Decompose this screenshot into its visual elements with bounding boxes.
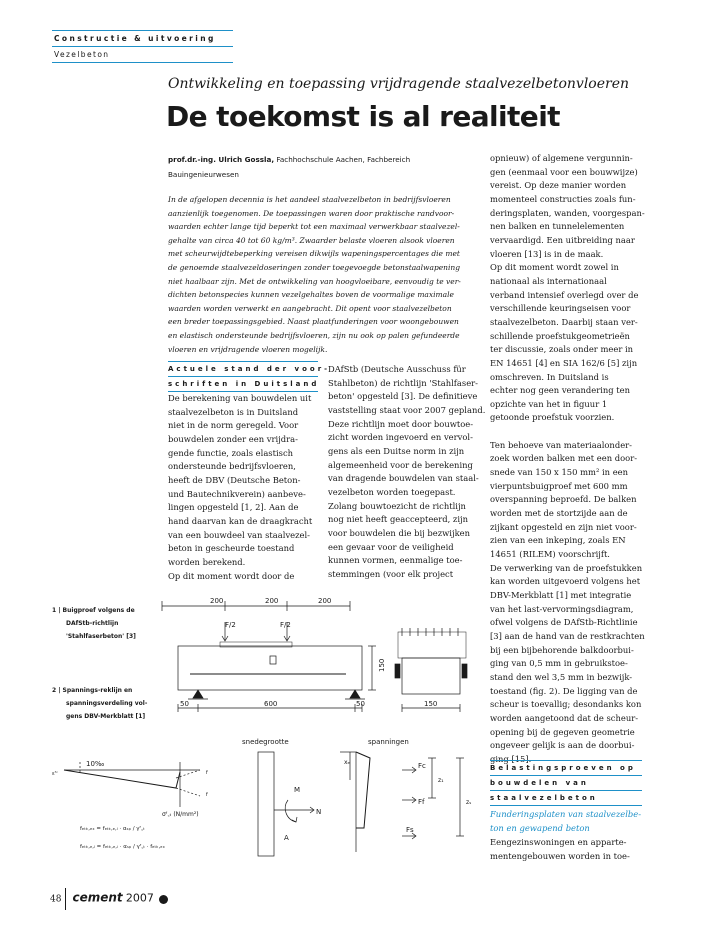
- lead-line: de genoemde staalvezeldoseringen zonder toegevoegde betonstaalwapening: [168, 262, 461, 272]
- text-line: toestand (fig. 2). De ligging van de: [490, 685, 638, 696]
- text-line: opening bij de gegeven geometrie: [490, 726, 635, 737]
- text-line: heeft de DBV (Deutsche Beton-: [168, 474, 301, 485]
- cross-section-frame: [398, 632, 466, 658]
- text-line: gen (eenmaal voor een bouwwijze): [490, 166, 638, 177]
- formula: fₑₜₖ,ₑ,ₗ = fₑₜₖ,ₑ,ᵢ · αₛₚ / γᶠ꜀ₜ · fₑₜₖ,ₑₓ: [80, 844, 165, 850]
- heading-line: Actuele stand der voor-: [168, 362, 318, 377]
- section-heading-regulations: [168, 361, 331, 392]
- text-line: van het last-vervormingsdiagram,: [490, 603, 634, 614]
- text-line: snede van 150 x 150 mm² in een: [490, 467, 629, 478]
- text-line: [3] aan de hand van de restkrachten: [490, 630, 645, 641]
- caption-line: spanningsverdeling vol-: [66, 700, 148, 707]
- text-line: hand daarvan kan de draagkracht: [168, 515, 313, 526]
- text-line: De verwerking van de proefstukken: [490, 562, 643, 573]
- text-line: zien van een inkeping, zoals EN: [490, 535, 626, 546]
- text-line: verband intensief overlegd over de: [490, 289, 639, 300]
- text-line: stand den wel 3,5 mm in bezwijk-: [490, 671, 633, 682]
- text-line: EN 14651 [4] en SIA 162/6 [5] zijn: [490, 357, 638, 368]
- height-dimension-label: 150: [378, 658, 386, 672]
- body-continued: [490, 836, 642, 863]
- normal-force-label: N: [316, 808, 322, 816]
- text-line: kan worden uitgevoerd volgens het: [490, 576, 641, 587]
- author-name: prof.dr.-ing. Ulrich Gossla,: [168, 155, 275, 164]
- text-line: ging van 0,5 mm in gebruikstoe-: [490, 658, 628, 669]
- support: [193, 690, 203, 698]
- text-line: opzichte van het in figuur 1: [490, 398, 608, 409]
- text-line: van een bouwdeel van staalvezel-: [168, 529, 311, 540]
- height-label: xₑ: [344, 759, 351, 766]
- moment-label: M: [294, 786, 301, 794]
- text-line: ging [15].: [490, 753, 532, 764]
- lead-line: aanzienlijk toegenomen. De toepassingen waren door praktische randvoor-: [168, 208, 455, 218]
- dimension-label: 200: [265, 597, 279, 605]
- lead-line: met scheurwijdtebeperking vereisen dikwijls wapeningspercentages die met: [168, 249, 460, 259]
- load-label: F/2: [280, 621, 291, 629]
- text-line: overspanning beproefd. De balken: [490, 494, 637, 505]
- text-line: van dragende bouwdelen van staal-: [328, 473, 479, 484]
- text-line: schillende proefstukgeometrieën: [490, 330, 630, 341]
- text-line: niet in de norm geregeld. Voor: [168, 420, 299, 431]
- fctk-label: f: [206, 792, 208, 798]
- force-label: Fs: [406, 826, 414, 834]
- area-label: A: [284, 834, 289, 842]
- text-line: zoek worden balken met een door-: [490, 453, 638, 464]
- text-line: bij een bijbehorende balkdoorbui-: [490, 644, 634, 655]
- dimension-label: 200: [318, 597, 332, 605]
- subsection-label: Vezelbeton: [54, 50, 110, 59]
- divider: [65, 888, 66, 910]
- height-label: zₛ: [466, 799, 472, 806]
- caption-line: 2 | Spannings-reklijn en: [52, 687, 133, 694]
- text-line: gens als een Duitse norm in zijn: [328, 445, 465, 456]
- text-line: voor bouwdelen die bij bezwijken: [328, 527, 471, 538]
- text-line: nationaal als internationaal: [490, 275, 607, 286]
- page-number: 48: [50, 894, 62, 905]
- caption-line: 1 | Buigproef volgens de: [52, 607, 135, 614]
- text-line: een gevaar voor de veiligheid: [328, 541, 454, 552]
- text-line: gende functie, zoals elastisch: [168, 447, 294, 458]
- text-line: echter nog geen verandering ten: [490, 385, 631, 396]
- load-label: F/2: [225, 621, 236, 629]
- text-line: ongeveer gelijk is aan de doorbui-: [490, 740, 635, 751]
- dimension-label: 50: [356, 700, 365, 708]
- text-line: mentengebouwen worden in toe-: [490, 850, 630, 861]
- heading-line: Belastingsproeven op: [490, 761, 642, 776]
- moment-arc: [285, 800, 296, 822]
- author-byline: [168, 152, 468, 182]
- text-line: algemeenheid voor de berekening: [328, 459, 473, 470]
- text-line: Eengezinswoningen en apparte-: [490, 837, 627, 847]
- section-heading-load-tests: [490, 760, 642, 806]
- page-footer: [50, 888, 168, 910]
- text-line: vezelbeton worden toegepast.: [328, 486, 456, 497]
- heading-line: staalvezelbeton: [490, 791, 642, 806]
- text-line: stemmingen (voor elk project: [328, 568, 454, 579]
- body-column-1: [168, 392, 318, 583]
- lead-line: waarden worden verwerkt en aangebracht. Dit opent voor staalvezelbeton: [168, 303, 452, 313]
- section-sketch: [258, 752, 274, 856]
- text-line: Ten behoeve van materiaalonder-: [490, 439, 632, 450]
- height-label: z₁: [438, 777, 444, 784]
- stress-axis-label: σᶠ꜀ₜ (N/mm²): [162, 811, 199, 818]
- text-line: zicht worden ingevoerd en vervol-: [328, 432, 473, 443]
- heading-line: bouwdelen van: [490, 776, 642, 791]
- lead-line: niet haalbaar zijn. Met de ontwikkeling van hoogvloeibare, eenvoudig te ver-: [168, 276, 461, 286]
- subheading-line: ton en gewapend beton: [490, 822, 590, 833]
- logo-icon: [159, 895, 168, 904]
- author-affiliation: Fachhochschule Aachen, Fachbereich: [276, 155, 411, 164]
- section-label: Constructie & uitvoering: [54, 34, 216, 43]
- dimension-label: 600: [264, 700, 278, 708]
- text-line: momenteel constructies zoals fun-: [490, 193, 636, 204]
- text-line: Op dit moment wordt zowel in: [490, 262, 619, 273]
- lead-line: dichten betonspecies kunnen vezelgehaltes boven de voormalige maximale: [168, 290, 454, 300]
- text-line: getoonde proefstuk voorzien.: [490, 412, 615, 423]
- text-line: opnieuw) of algemene vergunnin-: [490, 153, 633, 163]
- text-line: Stahlbeton) de richtlijn 'Stahlfaser-: [328, 377, 478, 388]
- lead-line: vloeren en vrijdragende vloeren mogelijk.: [168, 344, 328, 354]
- text-line: Zolang bouwtoezicht de richtlijn: [328, 500, 466, 511]
- force-label: Ff: [418, 798, 425, 806]
- text-line: 14651 (RILEM) voorschrijft.: [490, 549, 610, 560]
- lead-paragraph: [168, 193, 473, 356]
- text-line: nog niet heeft geaccepteerd, zijn: [328, 514, 469, 525]
- formula: fₑₜₖ,ₑₓ = fₑₜₖ,ₑ,ₗ · αₛₚ / γᶠ꜀ₜ: [80, 826, 145, 832]
- section-header: [52, 30, 233, 63]
- text-line: ofwel volgens de DAfStb-Richtlinie: [490, 617, 638, 628]
- text-line: vervaardigd. Een uitbreiding naar: [490, 234, 635, 245]
- text-line: DAfStb (Deutsche Ausschuss für: [328, 364, 466, 374]
- text-line: staalvezelbeton is in Duitsland: [168, 406, 299, 417]
- text-line: kunnen vormen, eenmalige toe-: [328, 555, 463, 566]
- magazine-year: 2007: [125, 891, 154, 905]
- lead-line: en elastisch ondersteunde bedrijfsvloeren, zijn nu ook op palen gefundeerde: [168, 330, 460, 340]
- text-line: nen balken en tunnelelementen: [490, 221, 625, 232]
- text-line: bouwdelen zonder een vrijdra-: [168, 433, 298, 444]
- text-line: staalvezelbeton. Daarbij staan ver-: [490, 316, 638, 327]
- figure-test-setup: [50, 592, 480, 882]
- stress-title: spanningen: [368, 738, 409, 746]
- text-line: vloeren [13] is in de maak.: [490, 248, 604, 259]
- lead-line: gehalte van circa 40 tot 60 kg/m³. Zwaarder belaste vloeren alsook vloeren: [168, 235, 455, 245]
- text-line: lingen opgesteld [1, 2]. Aan de: [168, 502, 299, 513]
- force-label: Fc: [418, 762, 426, 770]
- heading-line: schriften in Duitsland: [168, 377, 318, 392]
- test-beam: [178, 646, 362, 690]
- dimension-label: 150: [424, 700, 438, 708]
- cross-section: [402, 658, 460, 694]
- text-line: vereist. Op deze manier worden: [490, 180, 627, 191]
- magazine-name: cement: [72, 890, 123, 905]
- body-column-2: [328, 363, 486, 582]
- lead-line: een breder toepassingsgebied. Naast plaatfunderingen voor woongebouwen: [168, 317, 459, 327]
- lead-line: waarden echter lange tijd beperkt tot een maximaal verwerkbaar staalvezel-: [168, 222, 460, 232]
- text-line: worden berekend.: [168, 556, 246, 567]
- subheading: [490, 808, 642, 835]
- article-title: De toekomst is al realiteit: [166, 100, 560, 133]
- article-kicker: Ontwikkeling en toepassing vrijdragende staalvezelbetonvloeren: [168, 76, 630, 92]
- dimension-label: 50: [180, 700, 189, 708]
- text-line: scheur is toevallig; desondanks kon: [490, 699, 642, 710]
- caption-line: DAfStb-richtlijn: [66, 620, 119, 627]
- text-line: omschreven. In Duitsland is: [490, 371, 609, 382]
- caption-line: gens DBV-Merkblatt [1]: [66, 713, 146, 720]
- text-line: DBV-Merkblatt [1] met integratie: [490, 590, 632, 600]
- divider: [52, 62, 233, 63]
- body-column-3: [490, 152, 645, 767]
- stress-block: [356, 752, 370, 828]
- section-title: snedegrootte: [242, 738, 289, 746]
- author-affiliation-2: Bauingenieurwesen: [168, 170, 239, 179]
- text-line: [490, 425, 642, 439]
- text-line: deringsplaten, wanden, voorgespan-: [490, 207, 645, 218]
- text-line: ondersteunde bedrijfsvloeren,: [168, 461, 296, 472]
- text-line: Deze richtlijn moet door bouwtoe-: [328, 418, 474, 429]
- lead-line: In de afgelopen decennia is het aandeel staalvezelbeton in bedrijfsvloeren: [168, 195, 451, 204]
- text-line: worden met de stortzijde aan de: [490, 508, 628, 519]
- support: [350, 690, 360, 698]
- subheading-line: Funderingsplaten van staalvezelbe-: [490, 809, 642, 819]
- text-line: beton' opgesteld [3]. De definitieve: [328, 391, 478, 402]
- text-line: und Bautechnikverein) aanbeve-: [168, 488, 306, 499]
- text-line: vierpuntsbuigproef met 600 mm: [490, 480, 628, 491]
- text-line: worden aangetoond dat de scheur-: [490, 712, 639, 723]
- fctk-label: f: [206, 770, 208, 776]
- epsilon-label: εᶠᶜ: [52, 771, 59, 777]
- text-line: zijkant opgesteld en zijn niet voor-: [490, 521, 637, 532]
- text-line: ter discussie, zoals onder meer in: [490, 344, 634, 355]
- text-line: verschillende keuringseisen voor: [490, 303, 631, 314]
- strain-label: 10‰: [86, 760, 105, 768]
- text-line: Op dit moment wordt door de: [168, 570, 295, 581]
- dimension-label: 200: [210, 597, 224, 605]
- caption-line: 'Stahlfaserbeton' [3]: [66, 633, 136, 640]
- text-line: De berekening van bouwdelen uit: [168, 393, 312, 403]
- text-line: beton in gescheurde toestand: [168, 543, 295, 554]
- text-line: vaststelling staat voor 2007 gepland.: [328, 404, 486, 415]
- stress-strain-curve: [64, 770, 180, 788]
